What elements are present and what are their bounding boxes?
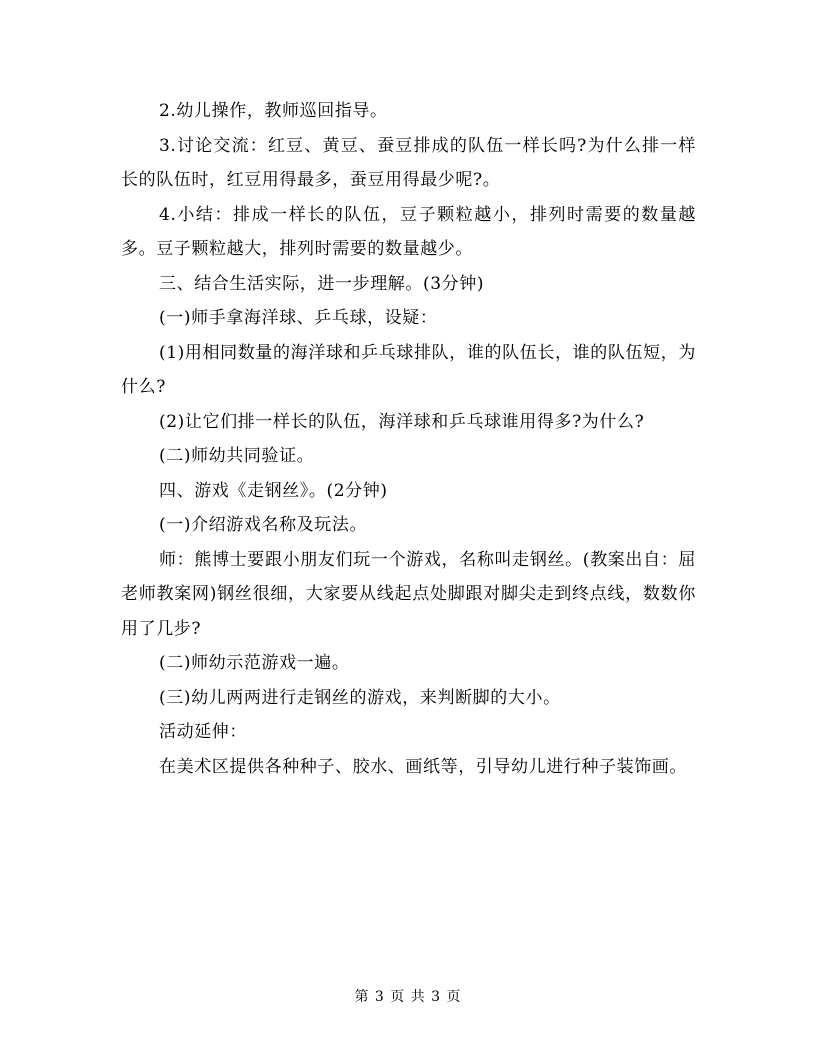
document-body [121, 94, 696, 784]
section-heading: 四、游戏《走钢丝》。(2分钟) [159, 480, 388, 501]
paragraph: (2)让它们排一样长的队伍，海洋球和乒乓球谁用得多?为什么? [159, 411, 645, 432]
section-heading: 活动延伸： [159, 722, 247, 742]
paragraph: (三)幼儿两两进行走钢丝的游戏，来判断脚的大小。 [159, 687, 561, 708]
paragraph: 3.讨论交流：红豆、黄豆、蚕豆排成的队伍一样长吗?为什么排一样长的队伍时，红豆用得最多，蚕豆用得最少呢?。 [121, 135, 696, 190]
paragraph: 师：熊博士要跟小朋友们玩一个游戏，名称叫走钢丝。(教案出自：屈老师教案网)钢丝很细，大家要从线起点处脚跟对脚尖走到终点线，数数你用了几步? [121, 549, 696, 639]
page-footer: 第 3 页 共 3 页 [354, 989, 462, 1005]
section-heading: 三、结合生活实际，进一步理解。(3分钟) [159, 273, 485, 294]
paragraph: (一)介绍游戏名称及玩法。 [159, 515, 368, 535]
paragraph: (二)师幼共同验证。 [159, 446, 315, 466]
paragraph: (1)用相同数量的海洋球和乒乓球排队，谁的队伍长，谁的队伍短，为什么? [121, 342, 696, 397]
paragraph: 4.小结：排成一样长的队伍，豆子颗粒越小，排列时需要的数量越多。豆子颗粒越大，排列时需要的数量越少。 [121, 204, 696, 259]
paragraph: (二)师幼示范游戏一遍。 [159, 653, 350, 673]
paragraph: (一)师手拿海洋球、乒乓球，设疑： [159, 308, 438, 328]
paragraph: 在美术区提供各种种子、胶水、画纸等，引导幼儿进行种子装饰画。 [159, 756, 687, 777]
paragraph: 2.幼儿操作，教师巡回指导。 [159, 101, 388, 121]
